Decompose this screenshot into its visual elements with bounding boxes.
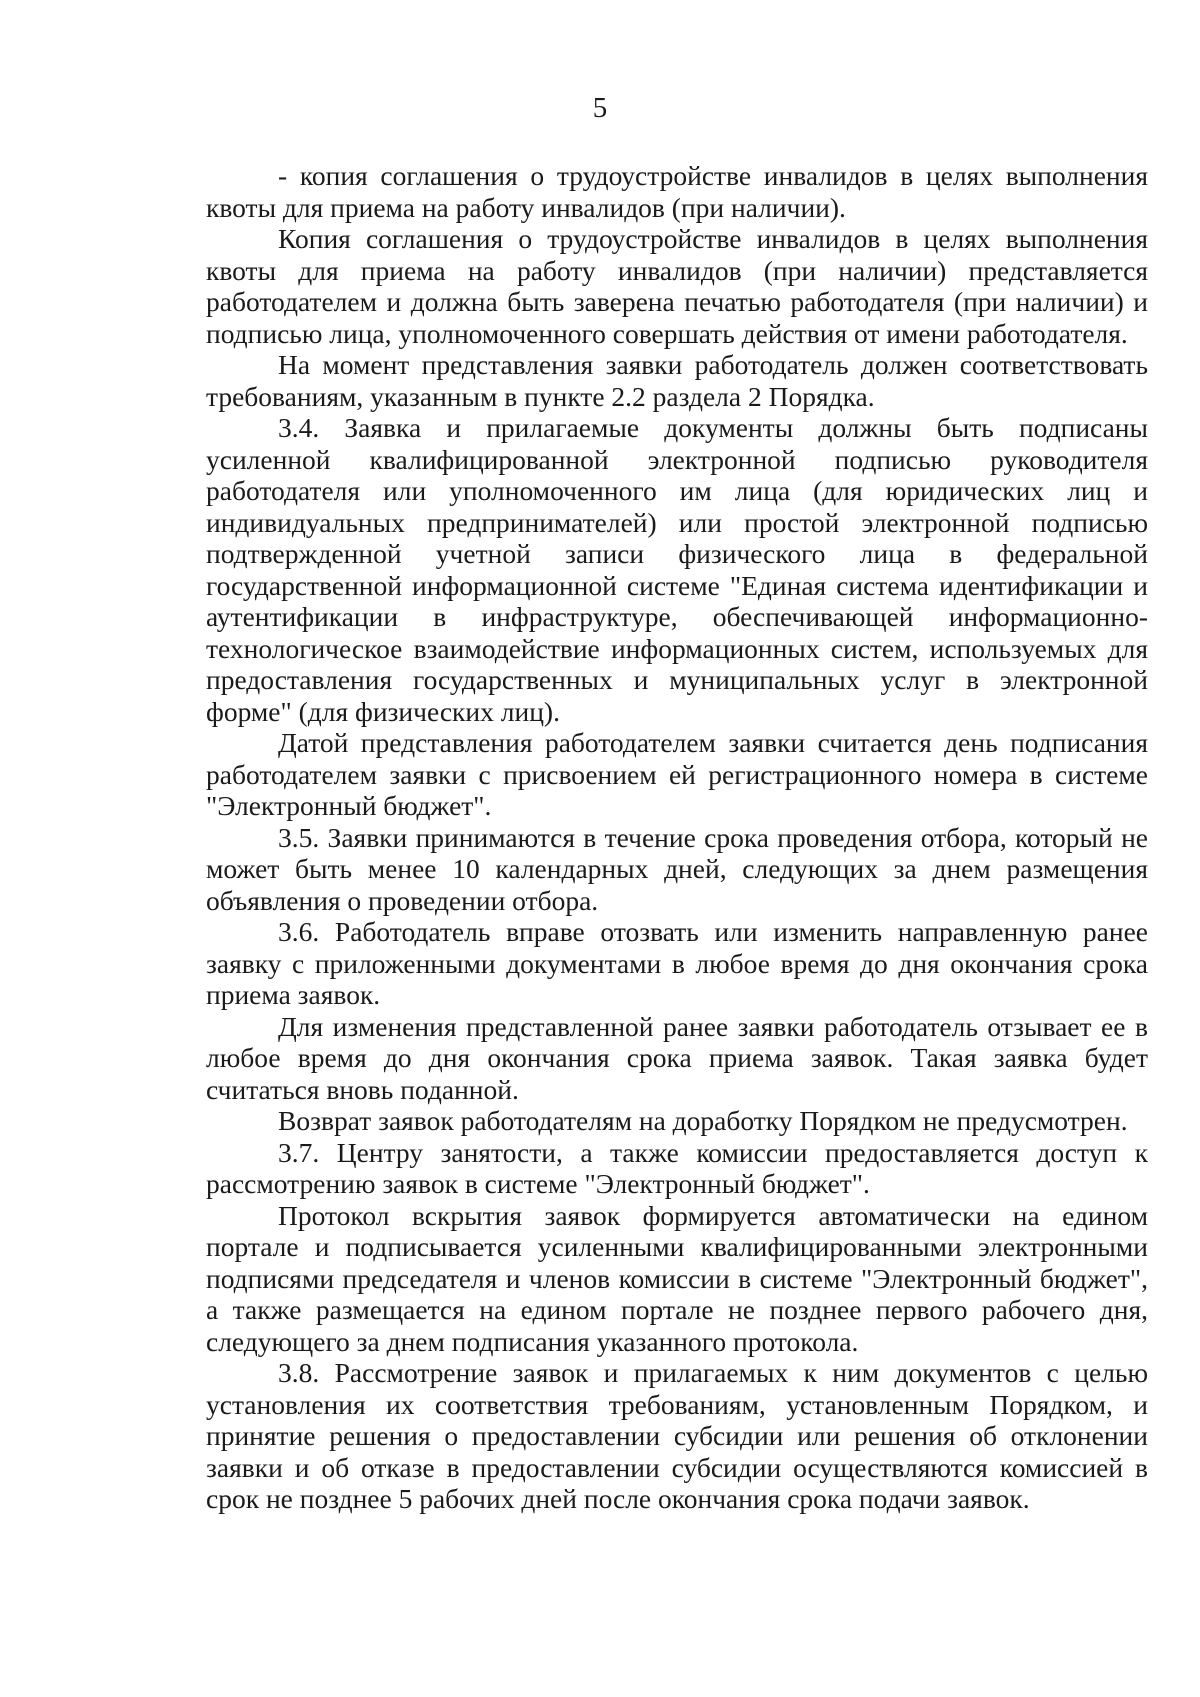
page-number: 5 — [592, 92, 608, 124]
paragraph-3-7-access: 3.7. Центру занятости, а также комиссии предоставляется доступ к рассмотрению заявок в системе "Электронный бюджет". — [206, 1136, 1148, 1199]
paragraph-application-change: Для изменения представленной ранее заявки работодатель отзывает ее в любое время до дня окончания срока приема заявок. Такая заявка будет считаться вновь поданной. — [206, 1010, 1148, 1105]
paragraph-no-return: Возврат заявок работодателям на доработку Порядком не предусмотрен. — [278, 1105, 1128, 1136]
paragraph-3-6-withdrawal: 3.6. Работодатель вправе отозвать или изменить направленную ранее заявку с приложенными документами в любое время до дня окончания срока приема заявок. — [206, 916, 1148, 1010]
paragraph-opening-protocol: Протокол вскрытия заявок формируется автоматически на едином портале и подписывается усиленными квалифицированными электронными подписями председателя и членов комиссии в системе "Электронный бюджет", а также размещается на едином портале не позднее первого рабочего дня, следующего за днем подписания указанного протокола. — [206, 1199, 1148, 1357]
document-body — [206, 160, 1148, 1515]
paragraph-employer-requirements: На момент представления заявки работодатель должен соответствовать требованиям, указанным в пункте 2.2 раздела 2 Порядка. — [206, 349, 1148, 412]
paragraph-agreement-certification: Копия соглашения о трудоустройстве инвалидов в целях выполнения квоты для приема на работу инвалидов (при наличии) представляется работодателем и должна быть заверена печатью работодателя (при наличии) и подписью лица, уполномоченного совершать действия от имени работодателя. — [206, 223, 1148, 349]
paragraph-copy-agreement: - копия соглашения о трудоустройстве инвалидов в целях выполнения квоты для приема на работу инвалидов (при наличии). — [206, 160, 1148, 223]
paragraph-3-8-review: 3.8. Рассмотрение заявок и прилагаемых к ним документов с целью установления их соответствия требованиям, установленным Порядком, и принятие решения о предоставлении субсидии или решения об отклонении заявки и об отказе в предоставлении субсидии осуществляются комиссией в срок не позднее 5 рабочих дней после окончания срока подачи заявок. — [206, 1357, 1148, 1514]
paragraph-3-5-acceptance-period: 3.5. Заявки принимаются в течение срока проведения отбора, который не может быть менее 10 календарных дней, следующих за днем размещения объявления о проведении отбора. — [206, 821, 1148, 916]
paragraph-submission-date: Датой представления работодателем заявки считается день подписания работодателем заявки с присвоением ей регистрационного номера в системе "Электронный бюджет". — [206, 727, 1148, 821]
paragraph-3-4-signature: 3.4. Заявка и прилагаемые документы должны быть подписаны усиленной квалифицированной электронной подписью руководителя работодателя или уполномоченного им лица (для юридических лиц и индивидуальных предпринимателей) или простой электронной подписью подтвержденной учетной записи физического лица в федеральной государственной информационной системе "Единая система идентификации и аутентификации в инфраструктуре, обеспечивающей информационно-технологическое взаимодействие информационных систем, используемых для предоставления государственных и муниципальных услуг в электронной форме" (для физических лиц). — [206, 412, 1148, 727]
